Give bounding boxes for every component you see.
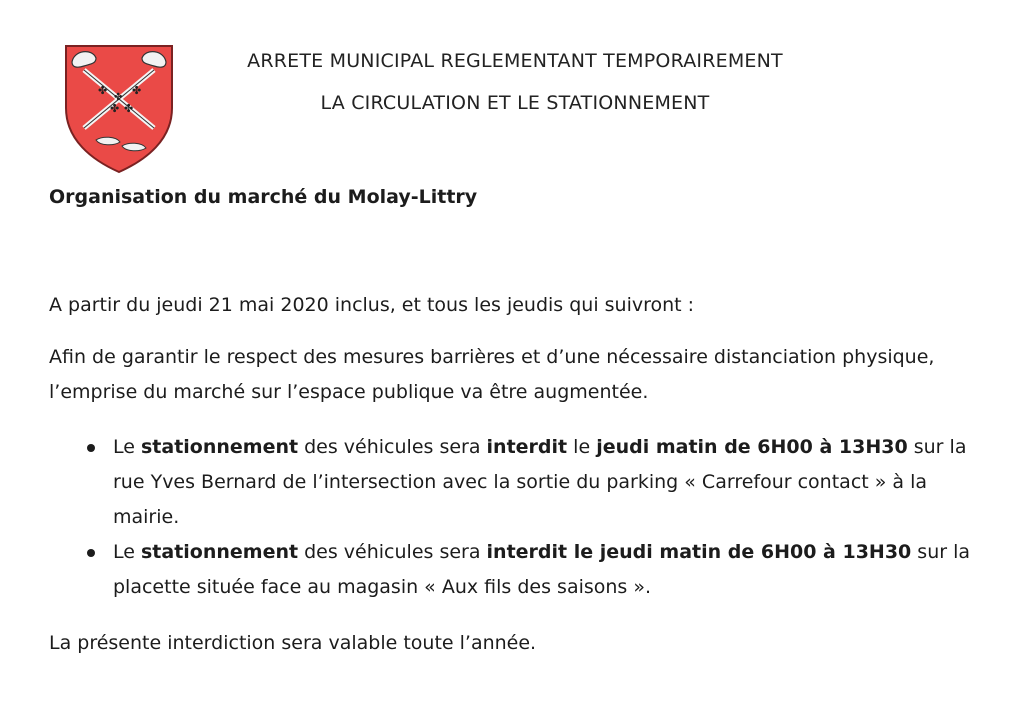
bullet-icon: [87, 444, 95, 452]
measures-list: [49, 430, 999, 605]
closing-paragraph: La présente interdiction sera valable toute l’année.: [49, 632, 537, 654]
intro-paragraph: A partir du jeudi 21 mai 2020 inclus, et tous les jeudis qui suivront :: [49, 294, 695, 316]
document-subject: Organisation du marché du Molay-Littry: [49, 186, 478, 208]
bullet-icon: [87, 549, 95, 557]
svg-text:✤: ✤: [132, 84, 142, 97]
coat-of-arms-icon: [62, 42, 176, 174]
title-line-1: ARRETE MUNICIPAL REGLEMENTANT TEMPORAIREMENT: [247, 50, 783, 72]
coat-of-arms: [62, 42, 176, 174]
list-item: Le stationnement des véhicules sera interdit le jeudi matin de 6H00 à 13H30 sur la placette située face au magasin « Aux fils des saisons ».: [49, 535, 999, 605]
svg-text:✤: ✤: [110, 102, 120, 115]
title-line-2: LA CIRCULATION ET LE STATIONNEMENT: [320, 92, 710, 114]
svg-text:✤: ✤: [98, 84, 108, 97]
list-item: Le stationnement des véhicules sera interdit le jeudi matin de 6H00 à 13H30 sur la rue Yves Bernard de l’intersection avec la sortie du parking « Carrefour contact » à la mairie.: [49, 430, 999, 535]
svg-text:✤: ✤: [114, 92, 123, 103]
body-paragraph: Afin de garantir le respect des mesures barrières et d’une nécessaire distanciation physique, l’emprise du marché sur l’espace publique va être augmentée.: [49, 346, 935, 403]
svg-text:✤: ✤: [124, 102, 134, 115]
